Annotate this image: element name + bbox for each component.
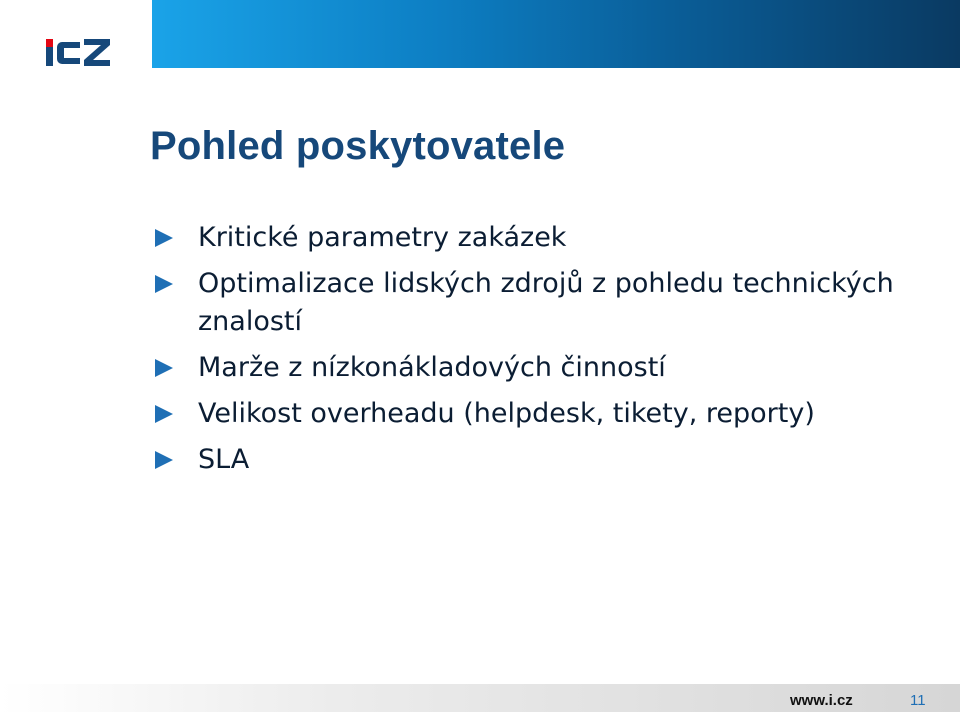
icz-logo bbox=[44, 36, 114, 70]
bullet-text: SLA bbox=[198, 444, 250, 475]
triangle-arrow-icon bbox=[154, 358, 174, 378]
triangle-arrow-icon bbox=[154, 228, 174, 248]
triangle-arrow-icon bbox=[154, 450, 174, 470]
header-gradient-bar bbox=[152, 0, 960, 68]
bullet-text: Optimalizace lidských zdrojů z pohledu technických znalostí bbox=[198, 268, 894, 337]
bullet-item bbox=[154, 441, 944, 479]
slide-title: Pohled poskytovatele bbox=[150, 124, 566, 168]
page-number: 11 bbox=[910, 692, 926, 709]
bullet-list bbox=[154, 219, 944, 487]
bullet-item bbox=[154, 265, 944, 341]
bullet-text: Kritické parametry zakázek bbox=[198, 222, 567, 253]
bullet-text: Velikost overheadu (helpdesk, tikety, reporty) bbox=[198, 398, 815, 429]
triangle-arrow-icon bbox=[154, 404, 174, 424]
bullet-item bbox=[154, 349, 944, 387]
footer-url: www.i.cz bbox=[790, 692, 853, 709]
bullet-item bbox=[154, 395, 944, 433]
triangle-arrow-icon bbox=[154, 274, 174, 294]
bullet-item bbox=[154, 219, 944, 257]
bullet-text: Marže z nízkonákladových činností bbox=[198, 352, 666, 383]
